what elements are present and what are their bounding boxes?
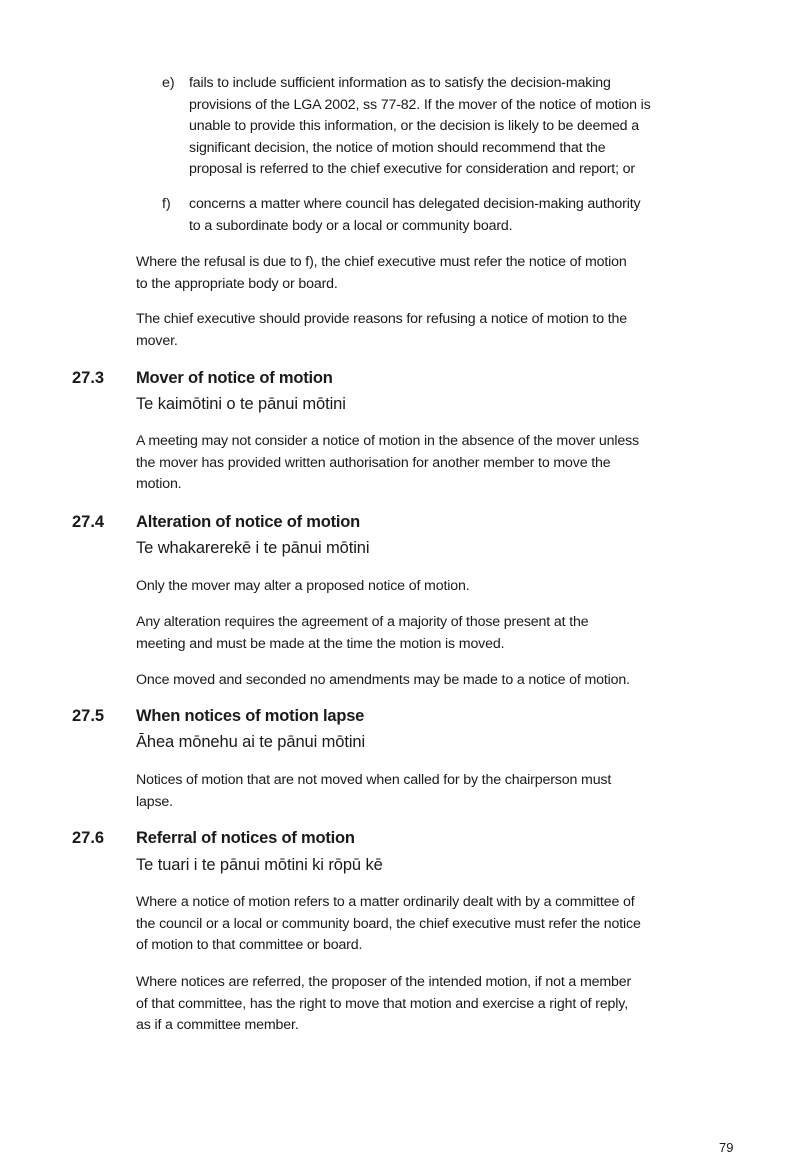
text-line: Once moved and seconded no amendments may be made to a notice of motion.: [136, 672, 630, 688]
list-marker: f): [162, 196, 171, 212]
section-number: 27.3: [72, 369, 105, 387]
text-line: Where the refusal is due to f), the chief executive must refer the notice of motion: [136, 254, 627, 270]
text-line: meeting and must be made at the time the motion is moved.: [136, 635, 505, 652]
text-line: to a subordinate body or a local or community board.: [189, 217, 513, 234]
section-subtitle-maori: Te whakarerekē i te pānui mōtini: [136, 539, 370, 557]
section-title: Referral of notices of motion: [136, 829, 355, 847]
section-title: Mover of notice of motion: [136, 369, 333, 387]
paragraph: [136, 612, 588, 655]
text-line: The chief executive should provide reasons for refusing a notice of motion to the: [136, 311, 628, 327]
list-marker: e): [162, 75, 175, 91]
text-line: provisions of the LGA 2002, ss 77-82. If the mover of the notice of motion is: [189, 96, 651, 113]
paragraph: [136, 892, 641, 957]
text-line: Where notices are referred, the proposer of the intended motion, if not a member: [136, 974, 632, 990]
text-line: the mover has provided written authorisation for another member to move the: [136, 454, 611, 471]
text-line: fails to include sufficient information as to satisfy the decision-making: [189, 75, 611, 91]
section-title: When notices of motion lapse: [136, 707, 365, 725]
paragraph: [136, 670, 630, 692]
text-line: Only the mover may alter a proposed notice of motion.: [136, 578, 470, 594]
paragraph: [136, 252, 627, 295]
paragraph: [136, 431, 639, 496]
text-line: to the appropriate body or board.: [136, 275, 338, 292]
text-line: the council or a local or community board, the chief executive must refer the notice: [136, 915, 641, 932]
section-subtitle-maori: Te tuari i te pānui mōtini ki rōpū kē: [136, 856, 383, 874]
text-line: Where a notice of motion refers to a matter ordinarily dealt with by a committee of: [136, 894, 635, 910]
text-line: significant decision, the notice of motion should recommend that the: [189, 139, 606, 156]
section-number: 27.6: [72, 829, 105, 847]
list-item: [189, 194, 640, 237]
text-line: unable to provide this information, or the decision is likely to be deemed a: [189, 118, 639, 134]
paragraph: [136, 309, 627, 352]
text-line: Notices of motion that are not moved when called for by the chairperson must: [136, 772, 612, 788]
text-line: concerns a matter where council has delegated decision-making authority: [189, 196, 641, 212]
section-number: 27.4: [72, 513, 105, 531]
text-line: of that committee, has the right to move that motion and exercise a right of reply,: [136, 995, 628, 1012]
list-item: [189, 73, 651, 181]
text-line: Any alteration requires the agreement of a majority of those present at the: [136, 614, 589, 630]
text-line: mover.: [136, 332, 178, 349]
text-line: motion.: [136, 476, 182, 492]
text-line: lapse.: [136, 793, 173, 810]
paragraph: [136, 576, 470, 598]
text-line: A meeting may not consider a notice of motion in the absence of the mover unless: [136, 433, 639, 449]
section-number: 27.5: [72, 707, 105, 725]
paragraph: [136, 770, 611, 813]
paragraph: [136, 972, 631, 1037]
text-line: of motion to that committee or board.: [136, 937, 363, 953]
page-number: 79: [719, 1140, 734, 1155]
section-subtitle-maori: Āhea mōnehu ai te pānui mōtini: [136, 733, 366, 751]
text-line: as if a committee member.: [136, 1017, 299, 1033]
section-subtitle-maori: Te kaimōtini o te pānui mōtini: [136, 395, 346, 413]
text-line: proposal is referred to the chief executive for consideration and report; or: [189, 161, 636, 177]
section-title: Alteration of notice of motion: [136, 513, 361, 531]
